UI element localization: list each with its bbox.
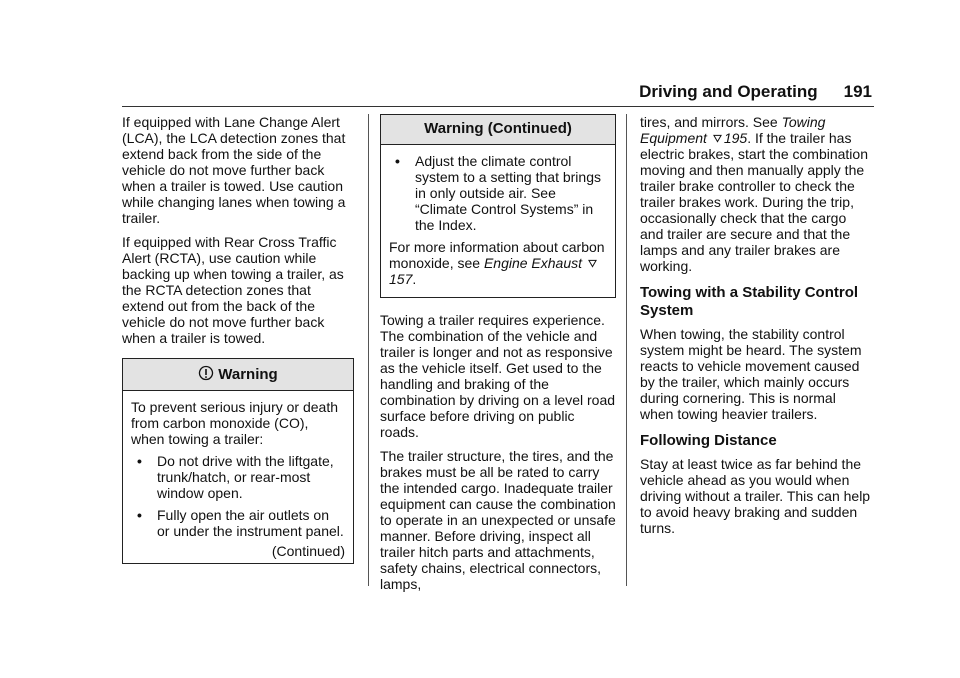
section-title: Driving and Operating (639, 82, 818, 101)
bullet-text: Fully open the air outlets on or under the instrument panel. (157, 507, 344, 539)
page-header (639, 82, 872, 102)
rcta-paragraph: If equipped with Rear Cross Traffic Alert (RCTA), use caution while backing up when towing a trailer, as the RCTA detection zones that extend out from the back of the vehicle do not move further back when a trailer is towed. (122, 234, 344, 346)
bullet-marker: • (395, 153, 400, 169)
warning-body (381, 145, 615, 297)
warning-icon (198, 365, 214, 381)
column-divider (626, 114, 627, 586)
towing-equipment-page[interactable]: 195 (723, 130, 748, 146)
warning-intro: To prevent serious injury or death from carbon monoxide (CO), when towing a trailer: (131, 399, 338, 447)
following-distance-paragraph: Stay at least twice as far behind the vehicle ahead as you would when driving without a trailer. This can help to avoid heavy braking and sudden turns. (640, 456, 871, 536)
warning-bullet (395, 153, 607, 233)
warning-title: Warning (218, 366, 278, 383)
paragraph-prefix: tires, and mirrors. See (640, 114, 782, 130)
towing-experience-paragraph: Towing a trailer requires experience. The combination of the vehicle and trailer is longer and not as responsive as the vehicle itself. Get used to the handling and braking of the combination by driving on a level road surface before driving on public roads. (380, 312, 616, 440)
stability-control-heading: Towing with a Stability Control System (640, 284, 859, 319)
engine-exhaust-page[interactable]: 157 (389, 271, 413, 287)
warning-bullet (137, 507, 345, 539)
following-distance-heading: Following Distance (640, 432, 777, 449)
paragraph-suffix: . If the trailer has electric brakes, start the combination moving and then manually apply the trailer brake controller to check the trailer brakes work. During the trip, occasionally check that the cargo and trailer are secure and that the lamps and any trailer brakes are working. (640, 130, 868, 274)
towing-equipment-paragraph (640, 114, 872, 274)
warning-box-continued (380, 114, 616, 298)
bullet-text: Adjust the climate control system to a setting that brings in only outside air. See “Climate Control Systems” in the Index. (415, 153, 601, 233)
more-info-text (389, 239, 607, 287)
bullet-text: Do not drive with the liftgate, trunk/hatch, or rear-most window open. (157, 453, 334, 501)
towing-equipment-link[interactable]: Towing Equipment (640, 114, 826, 146)
warning-box (122, 358, 354, 564)
column-3 (640, 114, 872, 544)
column-1 (122, 114, 354, 564)
page-reference-icon (588, 259, 597, 268)
continued-label: (Continued) (271, 543, 345, 559)
column-2 (380, 114, 616, 600)
lca-paragraph: If equipped with Lane Change Alert (LCA), the LCA detection zones that extend back from the side of the vehicle do not move further back when a trailer is towed. Use caution while changing lanes when towing a trailer. (122, 114, 346, 226)
page-number: 191 (843, 82, 872, 101)
page-reference-icon (713, 134, 722, 143)
more-info-prefix: For more information about carbon monoxide, see (389, 239, 605, 271)
bullet-marker: • (137, 507, 142, 523)
warning-header (123, 359, 353, 391)
column-divider (368, 114, 369, 586)
engine-exhaust-link[interactable]: Engine Exhaust (483, 255, 583, 271)
warning-bullet (137, 453, 345, 501)
stability-control-paragraph: When towing, the stability control system might be heard. The system reacts to vehicle movement caused by the trailer, which mainly occurs during cornering. This is normal when towing heavier trailers. (640, 326, 862, 422)
warning-body (123, 391, 353, 563)
bullet-marker: • (137, 453, 142, 469)
warning-header: Warning (Continued) (381, 115, 615, 145)
trailer-structure-paragraph: The trailer structure, the tires, and the brakes must be all be rated to carry the intended cargo. Inadequate trailer equipment can cause the combination to operate in an unexpected or unsafe manner. Before driving, inspect all trailer hitch parts and attachments, safety chains, electrical connectors, lamps, (380, 448, 616, 592)
header-divider (122, 106, 874, 107)
more-info-suffix: . (412, 271, 417, 287)
